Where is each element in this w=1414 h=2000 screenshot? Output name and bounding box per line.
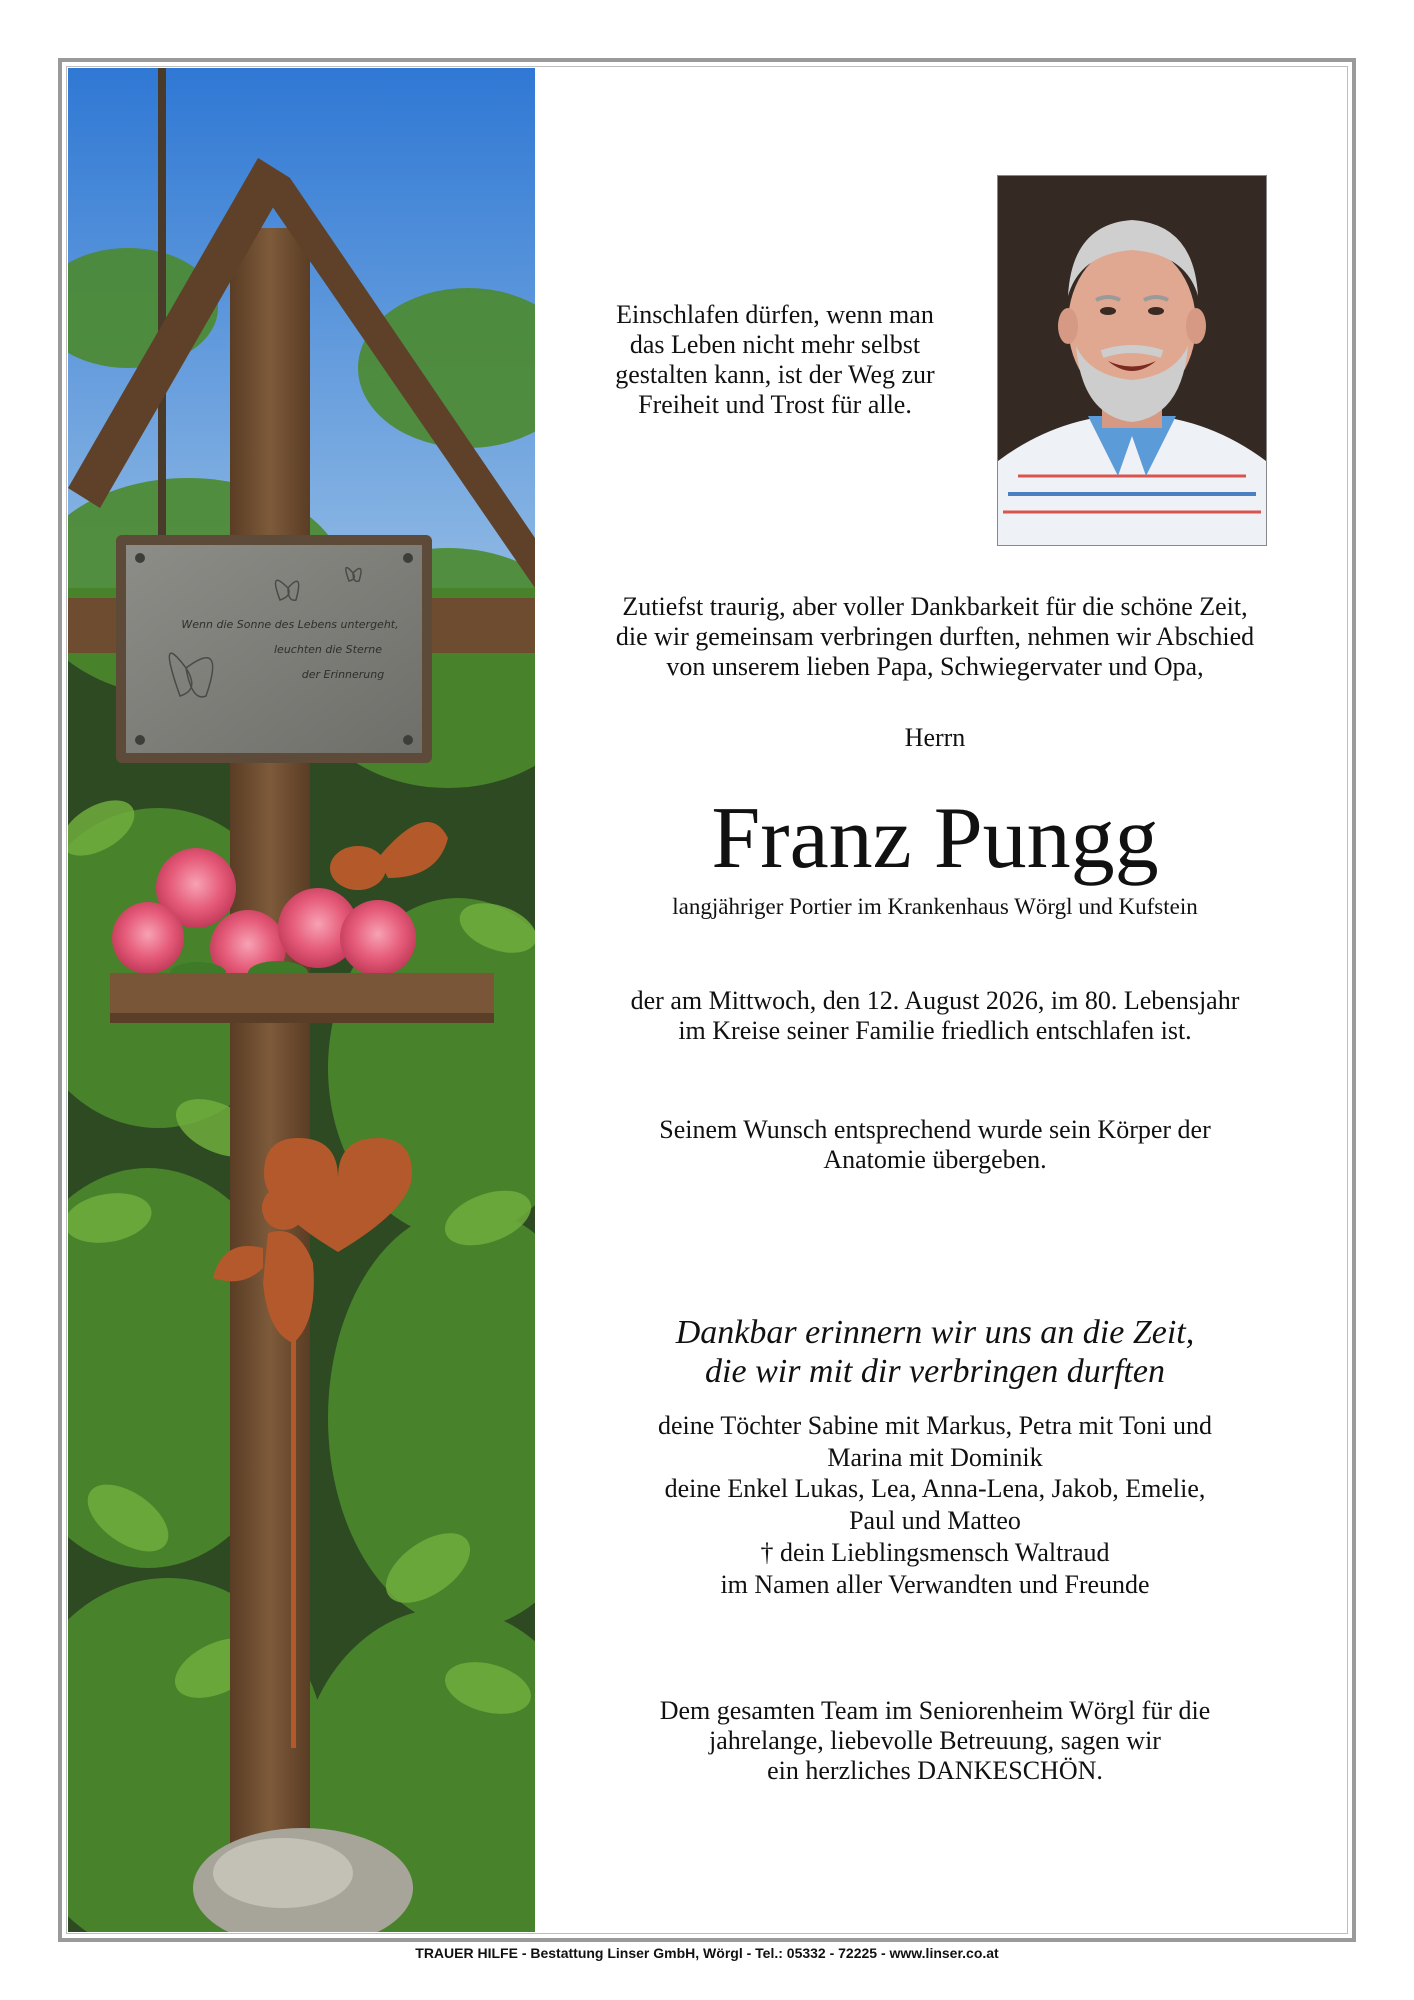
remembrance-motto — [560, 1313, 1310, 1392]
mourners-line: deine Töchter Sabine mit Markus, Petra mit Toni und — [658, 1411, 1212, 1440]
intro-text — [560, 592, 1310, 682]
funeral-home-footer: TRAUER HILFE - Bestattung Linser GmbH, Wörgl - Tel.: 05332 - 72225 - www.linser.co.at — [415, 1945, 999, 1961]
quote-line: das Leben nicht mehr selbst — [629, 330, 921, 360]
thanks-line: jahrelange, liebevolle Betreuung, sagen wir — [709, 1726, 1161, 1756]
motto-line: Dankbar erinnern wir uns an die Zeit, — [675, 1314, 1195, 1351]
death-notice-line: im Kreise seiner Familie friedlich entschlafen ist. — [678, 1016, 1192, 1046]
mourners-line: † dein Lieblingsmensch Waltraud — [760, 1537, 1110, 1567]
plaque-line-2: leuchten die Sterne — [274, 643, 382, 656]
thanks-line: ein herzliches DANKESCHÖN. — [767, 1756, 1103, 1786]
plaque-line-1: Wenn die Sonne des Lebens untergeht, — [181, 618, 399, 631]
quote-line: Einschlafen dürfen, wenn man — [616, 300, 934, 329]
wish-text — [560, 1115, 1310, 1175]
mourners-list — [560, 1410, 1310, 1600]
wish-line: Anatomie übergeben. — [823, 1145, 1047, 1175]
intro-line: Zutiefst traurig, aber voller Dankbarkeit für die schöne Zeit, — [622, 592, 1248, 621]
thanks-text — [560, 1696, 1310, 1786]
plaque-line-3: der Erinnerung — [301, 668, 385, 681]
intro-line: die wir gemeinsam verbringen durften, nehmen wir Abschied — [615, 622, 1255, 652]
epitaph-quote — [575, 300, 975, 421]
death-notice — [560, 986, 1310, 1046]
mourners-line: im Namen aller Verwandten und Freunde — [720, 1569, 1150, 1599]
mourners-line: Paul und Matteo — [849, 1506, 1021, 1536]
mourners-line: deine Enkel Lukas, Lea, Anna-Lena, Jakob, Emelie, — [664, 1474, 1206, 1504]
mourners-line: Marina mit Dominik — [827, 1442, 1043, 1472]
wish-line: Seinem Wunsch entsprechend wurde sein Körper der — [659, 1115, 1211, 1144]
death-notice-line: der am Mittwoch, den 12. August 2026, im 80. Lebensjahr — [630, 986, 1240, 1015]
quote-line: gestalten kann, ist der Weg zur — [615, 360, 935, 390]
deceased-name: Franz Pungg — [711, 790, 1159, 887]
salutation: Herrn — [904, 723, 966, 752]
portrait-photo — [997, 175, 1267, 546]
memorial-cross-photo — [68, 68, 535, 1932]
deceased-occupation: langjähriger Portier im Krankenhaus Wörgl und Kufstein — [672, 894, 1198, 919]
motto-line: die wir mit dir verbringen durften — [705, 1353, 1165, 1391]
thanks-line: Dem gesamten Team im Seniorenheim Wörgl für die — [659, 1696, 1211, 1725]
intro-line: von unserem lieben Papa, Schwiegervater und Opa, — [666, 652, 1204, 682]
quote-line: Freiheit und Trost für alle. — [638, 390, 912, 420]
